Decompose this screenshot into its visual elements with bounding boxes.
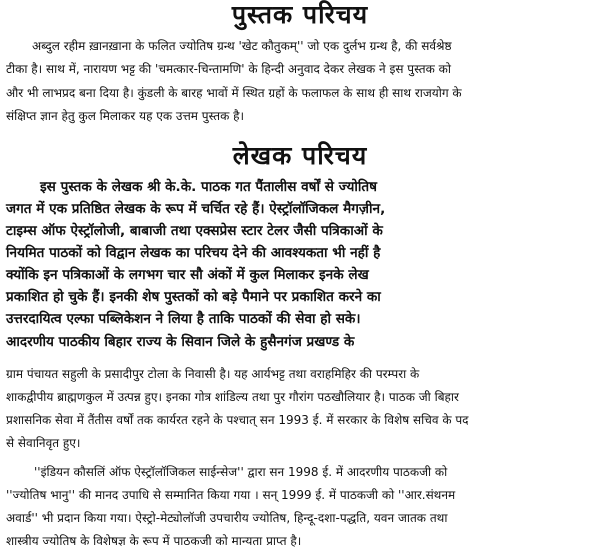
text-line: संक्षिप्त ज्ञान हेतु कुल मिलाकर यह एक उत्तम पुस्तक है। [6,109,245,123]
text-line: नियमित पाठकों को विद्वान लेखक का परिचय देने की आवश्यकता भी नहीं है [6,245,381,261]
text-line: ''इंडियन कौसलिं ऑफ ऐस्ट्रॉलॉजिकल साईन्सेज'' द्वारा सन 1998 ई. में आदरणीय पाठकजी को [34,465,448,479]
text-line: शास्त्रीय ज्योतिष के विशेषज्ञ के रूप में पाठकजी को मान्यता प्राप्त है। [6,534,302,548]
text-line: ग्राम पंचायत सहुली के प्रसादीपुर टोला के निवासी है। यह आर्यभट्ट तथा वराहमिहिर की परम्परा के [6,367,420,381]
text-line: से सेवानिवृत हुए। [6,436,81,450]
text-line: अवार्ड'' भी प्रदान किया गया। ऐस्ट्रो-मेट्योलॉजी उपचारीय ज्योतिष, हिन्दू-दशा-पद्धति, यवन जातक तथा [6,511,448,525]
text-line: ''ज्योतिष भानु'' की मानद उपाधि से सम्मानित किया गया । सन् 1999 ई. में पाठकजी को ''आर.संथनम [6,488,456,502]
text-line: टीका है। साथ में, नारायण भट्ट की 'चमत्कार-चिन्तामणि' के हिन्दी अनुवाद देकर लेखक ने इस पुस्तक को [6,62,451,76]
text-line: अब्दुल रहीम ख़ानख़ाना के फलित ज्योतिष ग्रन्थ 'खेट कौतुकम्'' जो एक दुर्लभ ग्रन्थ है, की सर्वश्रेष्ठ [32,39,452,53]
text-line: आदरणीय पाठकीय बिहार राज्य के सिवान जिले के हुसैनगंज प्रखण्ड के [6,334,355,350]
text-line: और भी लाभप्रद बना दिया है। कुंडली के बारह भावों में स्थित ग्रहों के फलाफल के साथ ही साथ राजयोग के [6,86,462,100]
text-line: इस पुस्तक के लेखक श्री के.के. पाठक गत पैंतालीस वर्षों से ज्योतिष [40,179,378,195]
book-introduction-heading: पुस्तक परिचय [231,0,369,29]
text-line: क्योंकि इन पत्रिकाओं के लगभग चार सौ अंकों में कुल मिलाकर इनके लेख [6,267,369,283]
author-introduction-heading: लेखक परिचय [232,141,368,170]
text-line: प्रशासनिक सेवा में तैंतीस वर्षों तक कार्यरत रहने के पश्चात् सन 1993 ई. में सरकार के विशेष सचिव के पद [6,413,469,427]
text-line: प्रकाशित हो चुके हैं। इनकी शेष पुस्तकों को बड़े पैमाने पर प्रकाशित करने का [6,289,381,305]
text-line: टाइम्स ऑफ ऐस्ट्रॉलोजी, बाबाजी तथा एक्सप्रेस स्टार टेलर जैसी पत्रिकाओं के [6,223,383,239]
text-line: जगत में एक प्रतिष्ठित लेखक के रूप में चर्चित रहे हैं। ऐस्ट्रॉलॉजिकल मैगज़ीन, [6,201,386,217]
text-line: उत्तरदायित्व एल्फा पब्लिकेशन ने लिया है ताकि पाठकों की सेवा हो सके। [6,311,361,327]
text-line: शाकद्वीपीय ब्राह्मणकुल में उत्पन्न हुए। इनका गोत्र शांडिल्य तथा पुर गौरांग पठखौलियार है। पाठक जी बिहार [6,390,459,404]
